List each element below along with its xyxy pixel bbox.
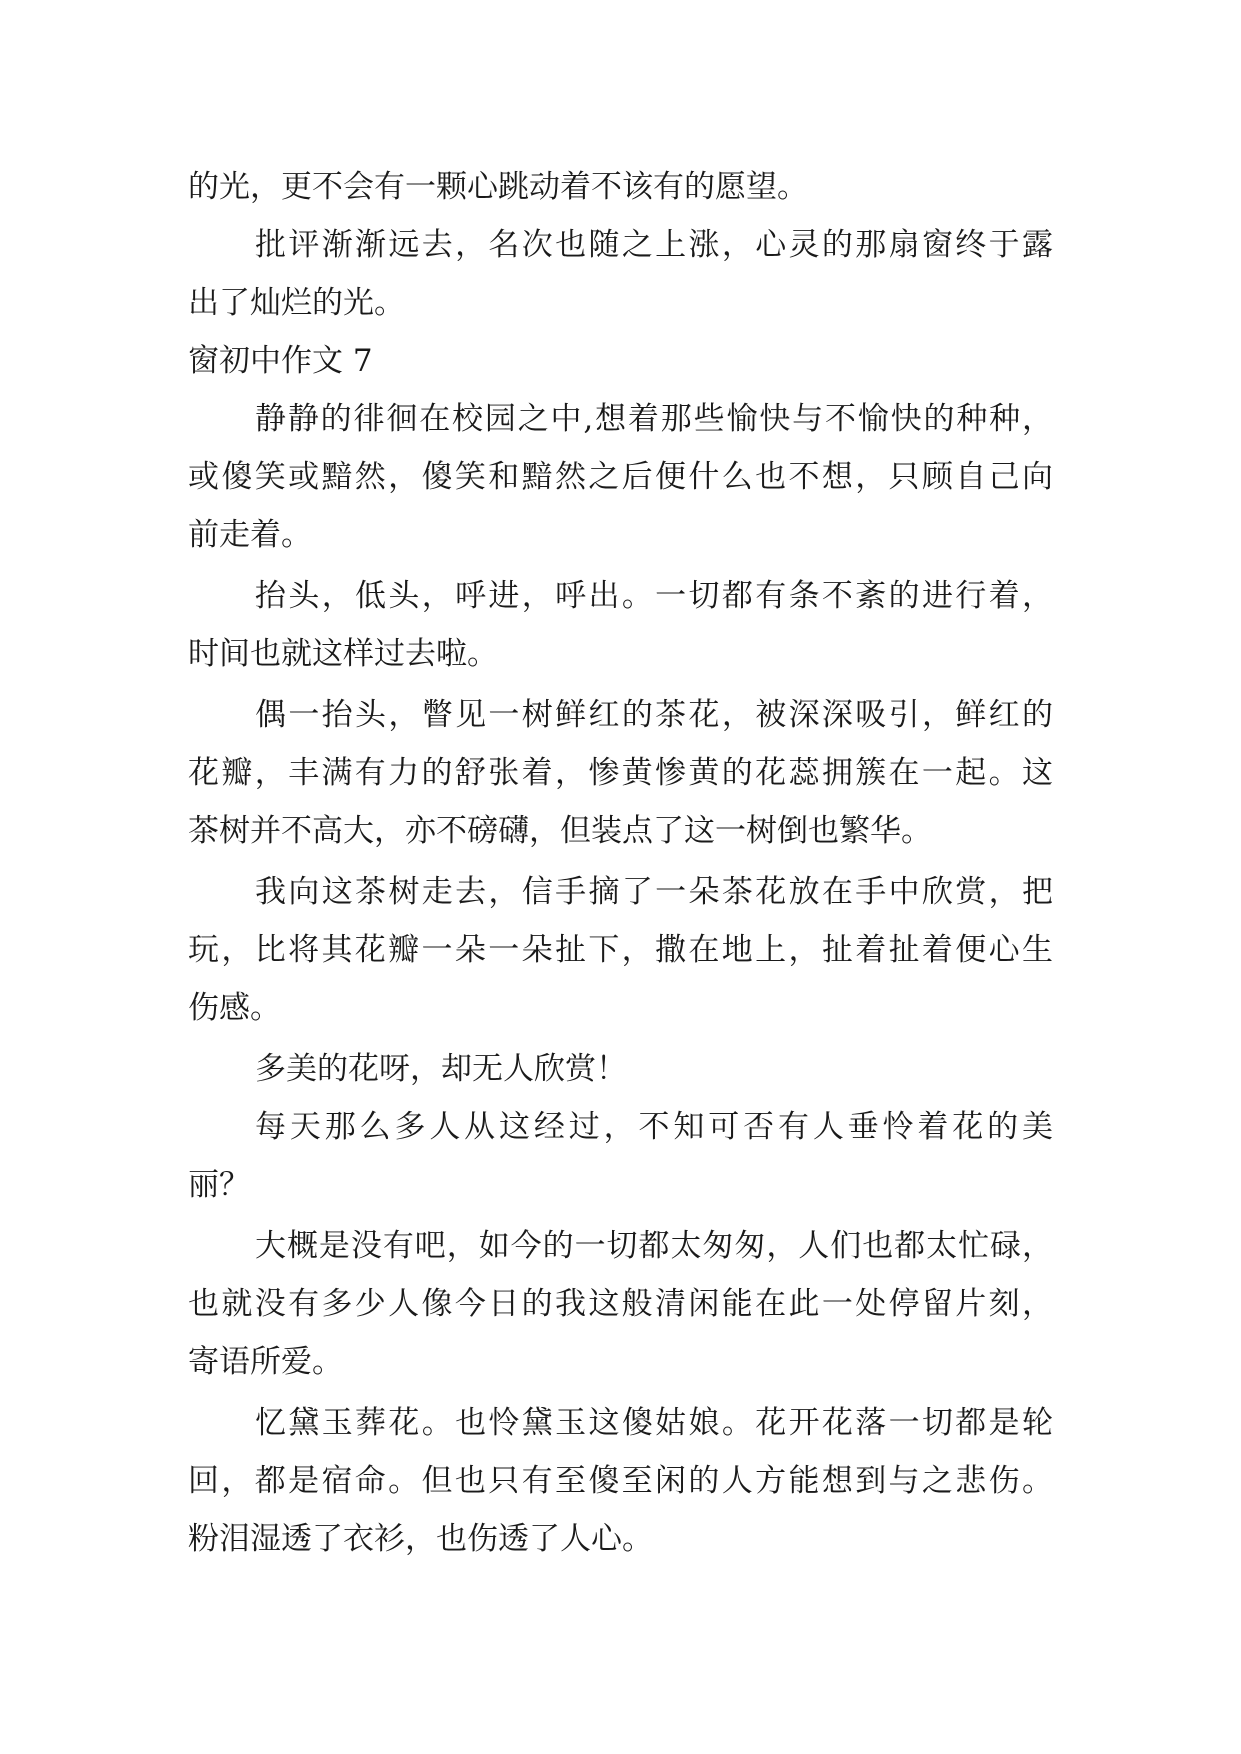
paragraph-line: 丽？ (188, 1167, 250, 1203)
paragraph-line: 静静的徘徊在校园之中,想着那些愉快与不愉快的种种， (255, 401, 1053, 437)
paragraph-line: 的光，更不会有一颗心跳动着不该有的愿望。 (188, 169, 808, 205)
document-body (188, 158, 1053, 1568)
paragraph-line: 我向这茶树走去，信手摘了一朵茶花放在手中欣赏，把 (255, 874, 1053, 910)
section-heading: 窗初中作文 7 (188, 343, 373, 379)
paragraph-line: 抬头，低头，呼进，呼出。一切都有条不紊的进行着， (255, 578, 1053, 614)
paragraph-line: 伤感。 (188, 990, 281, 1026)
paragraph-line: 批评渐渐远去，名次也随之上涨，心灵的那扇窗终于露 (255, 227, 1053, 263)
paragraph-line: 时间也就这样过去啦。 (188, 636, 498, 672)
paragraph-line: 大概是没有吧，如今的一切都太匆匆，人们也都太忙碌， (255, 1228, 1053, 1264)
paragraph-line: 花瓣，丰满有力的舒张着，惨黄惨黄的花蕊拥簇在一起。这 (188, 755, 1053, 791)
paragraph-line: 多美的花呀，却无人欣赏！ (255, 1051, 627, 1087)
paragraph-line: 出了灿烂的光。 (188, 285, 405, 321)
paragraph-line: 忆黛玉葬花。也怜黛玉这傻姑娘。花开花落一切都是轮 (255, 1405, 1053, 1441)
paragraph-line: 每天那么多人从这经过，不知可否有人垂怜着花的美 (255, 1109, 1053, 1145)
paragraph-line: 偶一抬头，瞥见一树鲜红的茶花，被深深吸引，鲜红的 (255, 697, 1053, 733)
paragraph-line: 前走着。 (188, 517, 312, 553)
paragraph-line: 回，都是宿命。但也只有至傻至闲的人方能想到与之悲伤。 (188, 1463, 1053, 1499)
paragraph-line: 也就没有多少人像今日的我这般清闲能在此一处停留片刻， (188, 1286, 1053, 1322)
paragraph-line: 或傻笑或黯然，傻笑和黯然之后便什么也不想，只顾自己向 (188, 459, 1053, 495)
paragraph-line: 寄语所爱。 (188, 1344, 343, 1380)
paragraph-line: 茶树并不高大，亦不磅礴，但装点了这一树倒也繁华。 (188, 813, 932, 849)
paragraph-line: 粉泪湿透了衣衫，也伤透了人心。 (188, 1521, 653, 1557)
paragraph-line: 玩，比将其花瓣一朵一朵扯下，撒在地上，扯着扯着便心生 (188, 932, 1053, 968)
